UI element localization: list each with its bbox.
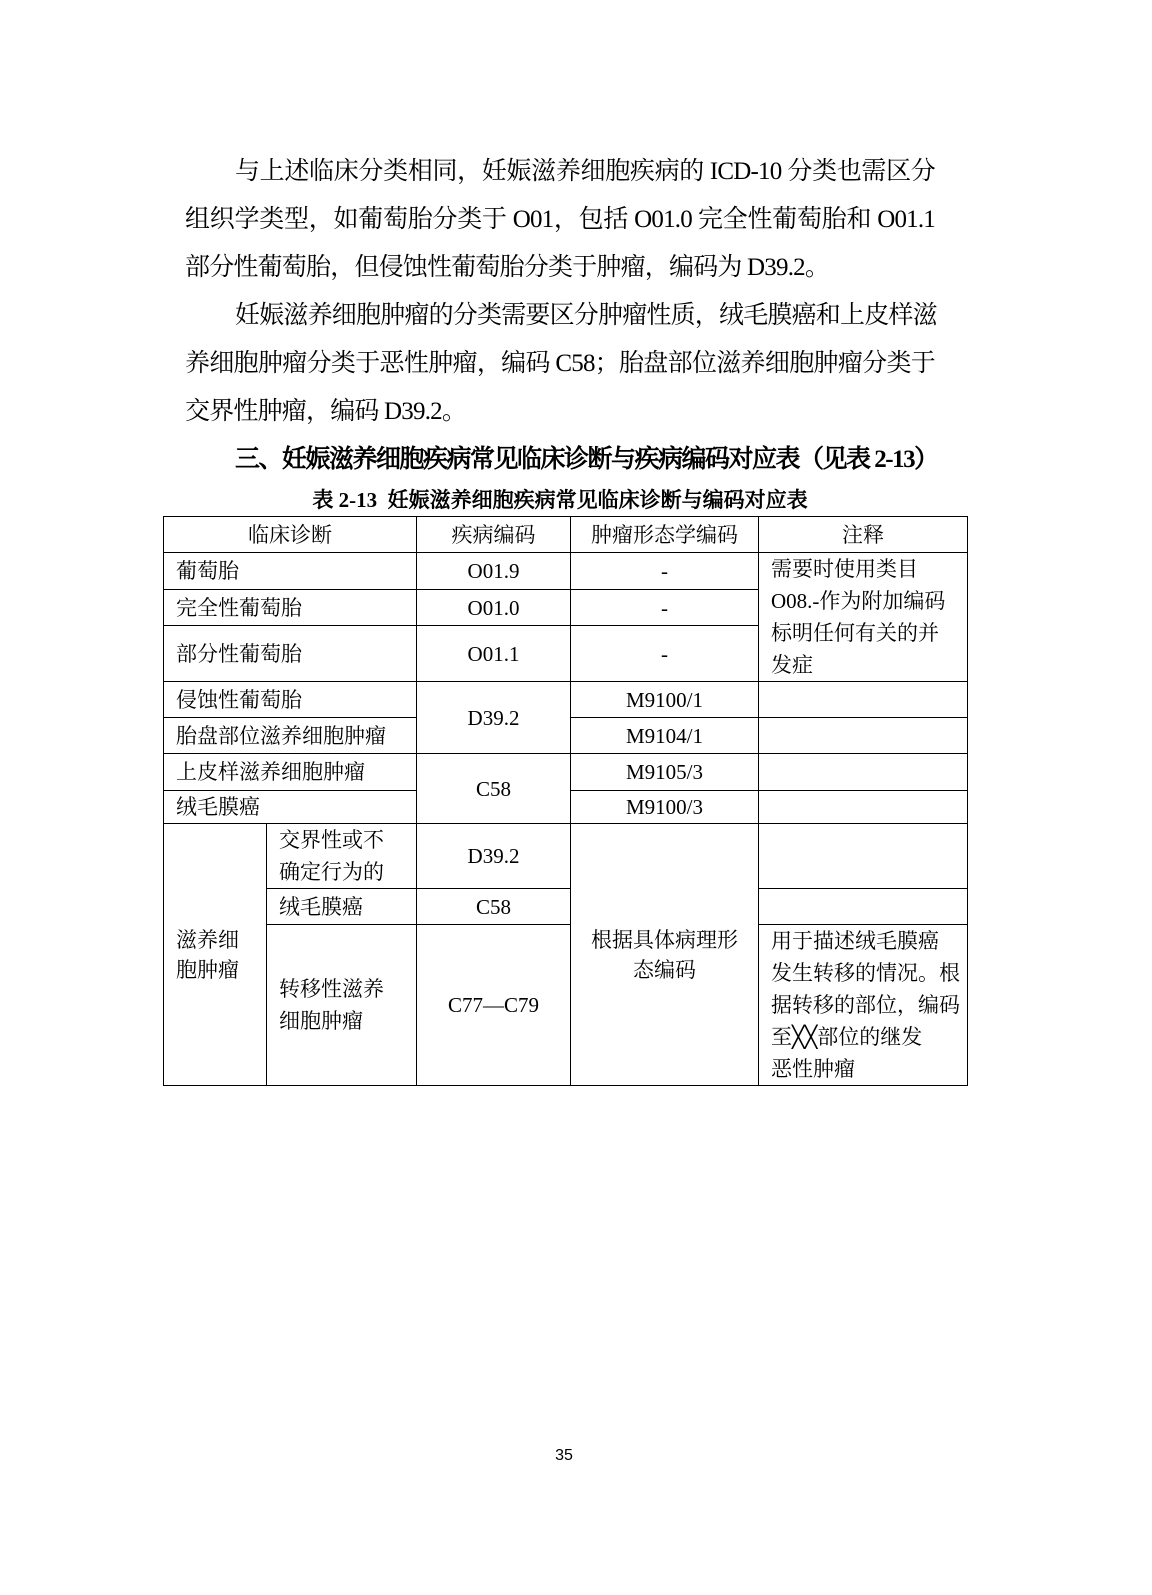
cell-note-empty [759, 754, 968, 791]
cell-note-empty [759, 824, 968, 889]
cell-diagnosis: 侵蚀性葡萄胎 [164, 682, 417, 718]
table-row [164, 824, 968, 889]
note-line: 至╳╳部位的继发 [771, 1025, 923, 1049]
cell-diagnosis: 上皮样滋养细胞肿瘤 [164, 754, 417, 791]
paragraph-2 [185, 292, 935, 436]
cell-tumor-category [164, 824, 267, 1086]
cell-disease-code: C77—C79 [417, 925, 571, 1086]
cell-note [759, 553, 968, 682]
cell-morphology-code [571, 824, 759, 1086]
paragraph-1 [185, 148, 935, 292]
paragraph-line: 组织学类型，如葡萄胎分类于 O01，包括 O01.0 完全性葡萄胎和 O01.1 [185, 206, 935, 233]
paragraph-line: 妊娠滋养细胞肿瘤的分类需要区分肿瘤性质，绒毛膜癌和上皮样滋 [235, 302, 937, 329]
note-line: 用于描述绒毛膜癌 [771, 929, 939, 953]
table-row [164, 682, 968, 718]
subtype-line: 绒毛膜癌 [279, 894, 363, 919]
note-line: 恶性肿瘤 [771, 1057, 855, 1081]
cell-subtype [267, 889, 417, 925]
cell-note-empty [759, 889, 968, 925]
subtype-line: 交界性或不 [279, 828, 384, 852]
diagnosis-code-table [163, 516, 968, 1086]
cell-diagnosis: 胎盘部位滋养细胞肿瘤 [164, 718, 417, 754]
cell-disease-code: O01.9 [417, 553, 571, 590]
cell-morphology-code: - [571, 553, 759, 590]
table-row [164, 925, 968, 1086]
cell-morphology-code: M9104/1 [571, 718, 759, 754]
note-line: 发症 [771, 653, 813, 677]
header-clinical-diagnosis: 临床诊断 [164, 517, 417, 553]
cell-diagnosis: 葡萄胎 [164, 553, 417, 590]
cell-morphology-code: - [571, 626, 759, 682]
morphology-line: 根据具体病理形 [591, 927, 738, 952]
cell-morphology-code: M9100/1 [571, 682, 759, 718]
note-line: 据转移的部位，编码 [771, 993, 960, 1017]
body-text [176, 148, 960, 1086]
cell-note-empty [759, 682, 968, 718]
morphology-line: 态编码 [633, 957, 696, 982]
cell-note-empty [759, 718, 968, 754]
header-note: 注释 [759, 517, 968, 553]
subtype-line: 转移性滋养 [279, 977, 384, 1001]
cell-subtype [267, 824, 417, 889]
table-row [164, 889, 968, 925]
cell-disease-code: D39.2 [417, 682, 571, 754]
note-line: 标明任何有关的并 [771, 621, 939, 645]
cell-disease-code: C58 [417, 889, 571, 925]
note-line: 发生转移的情况。根 [771, 961, 960, 985]
cell-morphology-code: M9105/3 [571, 754, 759, 791]
cell-diagnosis: 部分性葡萄胎 [164, 626, 417, 682]
page-number: 35 [555, 1447, 573, 1464]
header-disease-code: 疾病编码 [417, 517, 571, 553]
cell-disease-code: C58 [417, 754, 571, 824]
paragraph-line: 交界性肿瘤，编码 D39.2。 [185, 398, 467, 425]
cell-subtype [267, 925, 417, 1086]
header-morphology-code: 肿瘤形态学编码 [571, 517, 759, 553]
table-header-row [164, 517, 968, 553]
table-caption: 表 2-13 妊娠滋养细胞疾病常见临床诊断与编码对应表 [312, 488, 808, 512]
subtype-line: 细胞肿瘤 [279, 1009, 363, 1033]
table-row [164, 553, 968, 590]
subtype-line: 确定行为的 [279, 860, 384, 884]
cell-diagnosis: 绒毛膜癌 [164, 791, 417, 824]
section-heading: 三、妊娠滋养细胞疾病常见临床诊断与疾病编码对应表（见表 2-13） [235, 446, 938, 473]
paragraph-line: 部分性葡萄胎，但侵蚀性葡萄胎分类于肿瘤，编码为 D39.2。 [185, 254, 830, 281]
paragraph-line: 与上述临床分类相同，妊娠滋养细胞疾病的 ICD-10 分类也需区分 [235, 158, 935, 185]
cell-morphology-code: - [571, 590, 759, 626]
cell-disease-code: O01.0 [417, 590, 571, 626]
category-line: 滋养细 [176, 927, 239, 952]
cell-diagnosis: 完全性葡萄胎 [164, 590, 417, 626]
note-line: O08.-作为附加编码 [771, 589, 946, 613]
table-row [164, 754, 968, 791]
cell-disease-code: D39.2 [417, 824, 571, 889]
paragraph-line: 养细胞肿瘤分类于恶性肿瘤，编码 C58；胎盘部位滋养细胞肿瘤分类于 [185, 350, 935, 377]
cell-note [759, 925, 968, 1086]
category-line: 胞肿瘤 [176, 957, 239, 982]
cell-morphology-code: M9100/3 [571, 791, 759, 824]
note-line: 需要时使用类目 [771, 557, 918, 581]
cell-note-empty [759, 791, 968, 824]
cell-disease-code: O01.1 [417, 626, 571, 682]
